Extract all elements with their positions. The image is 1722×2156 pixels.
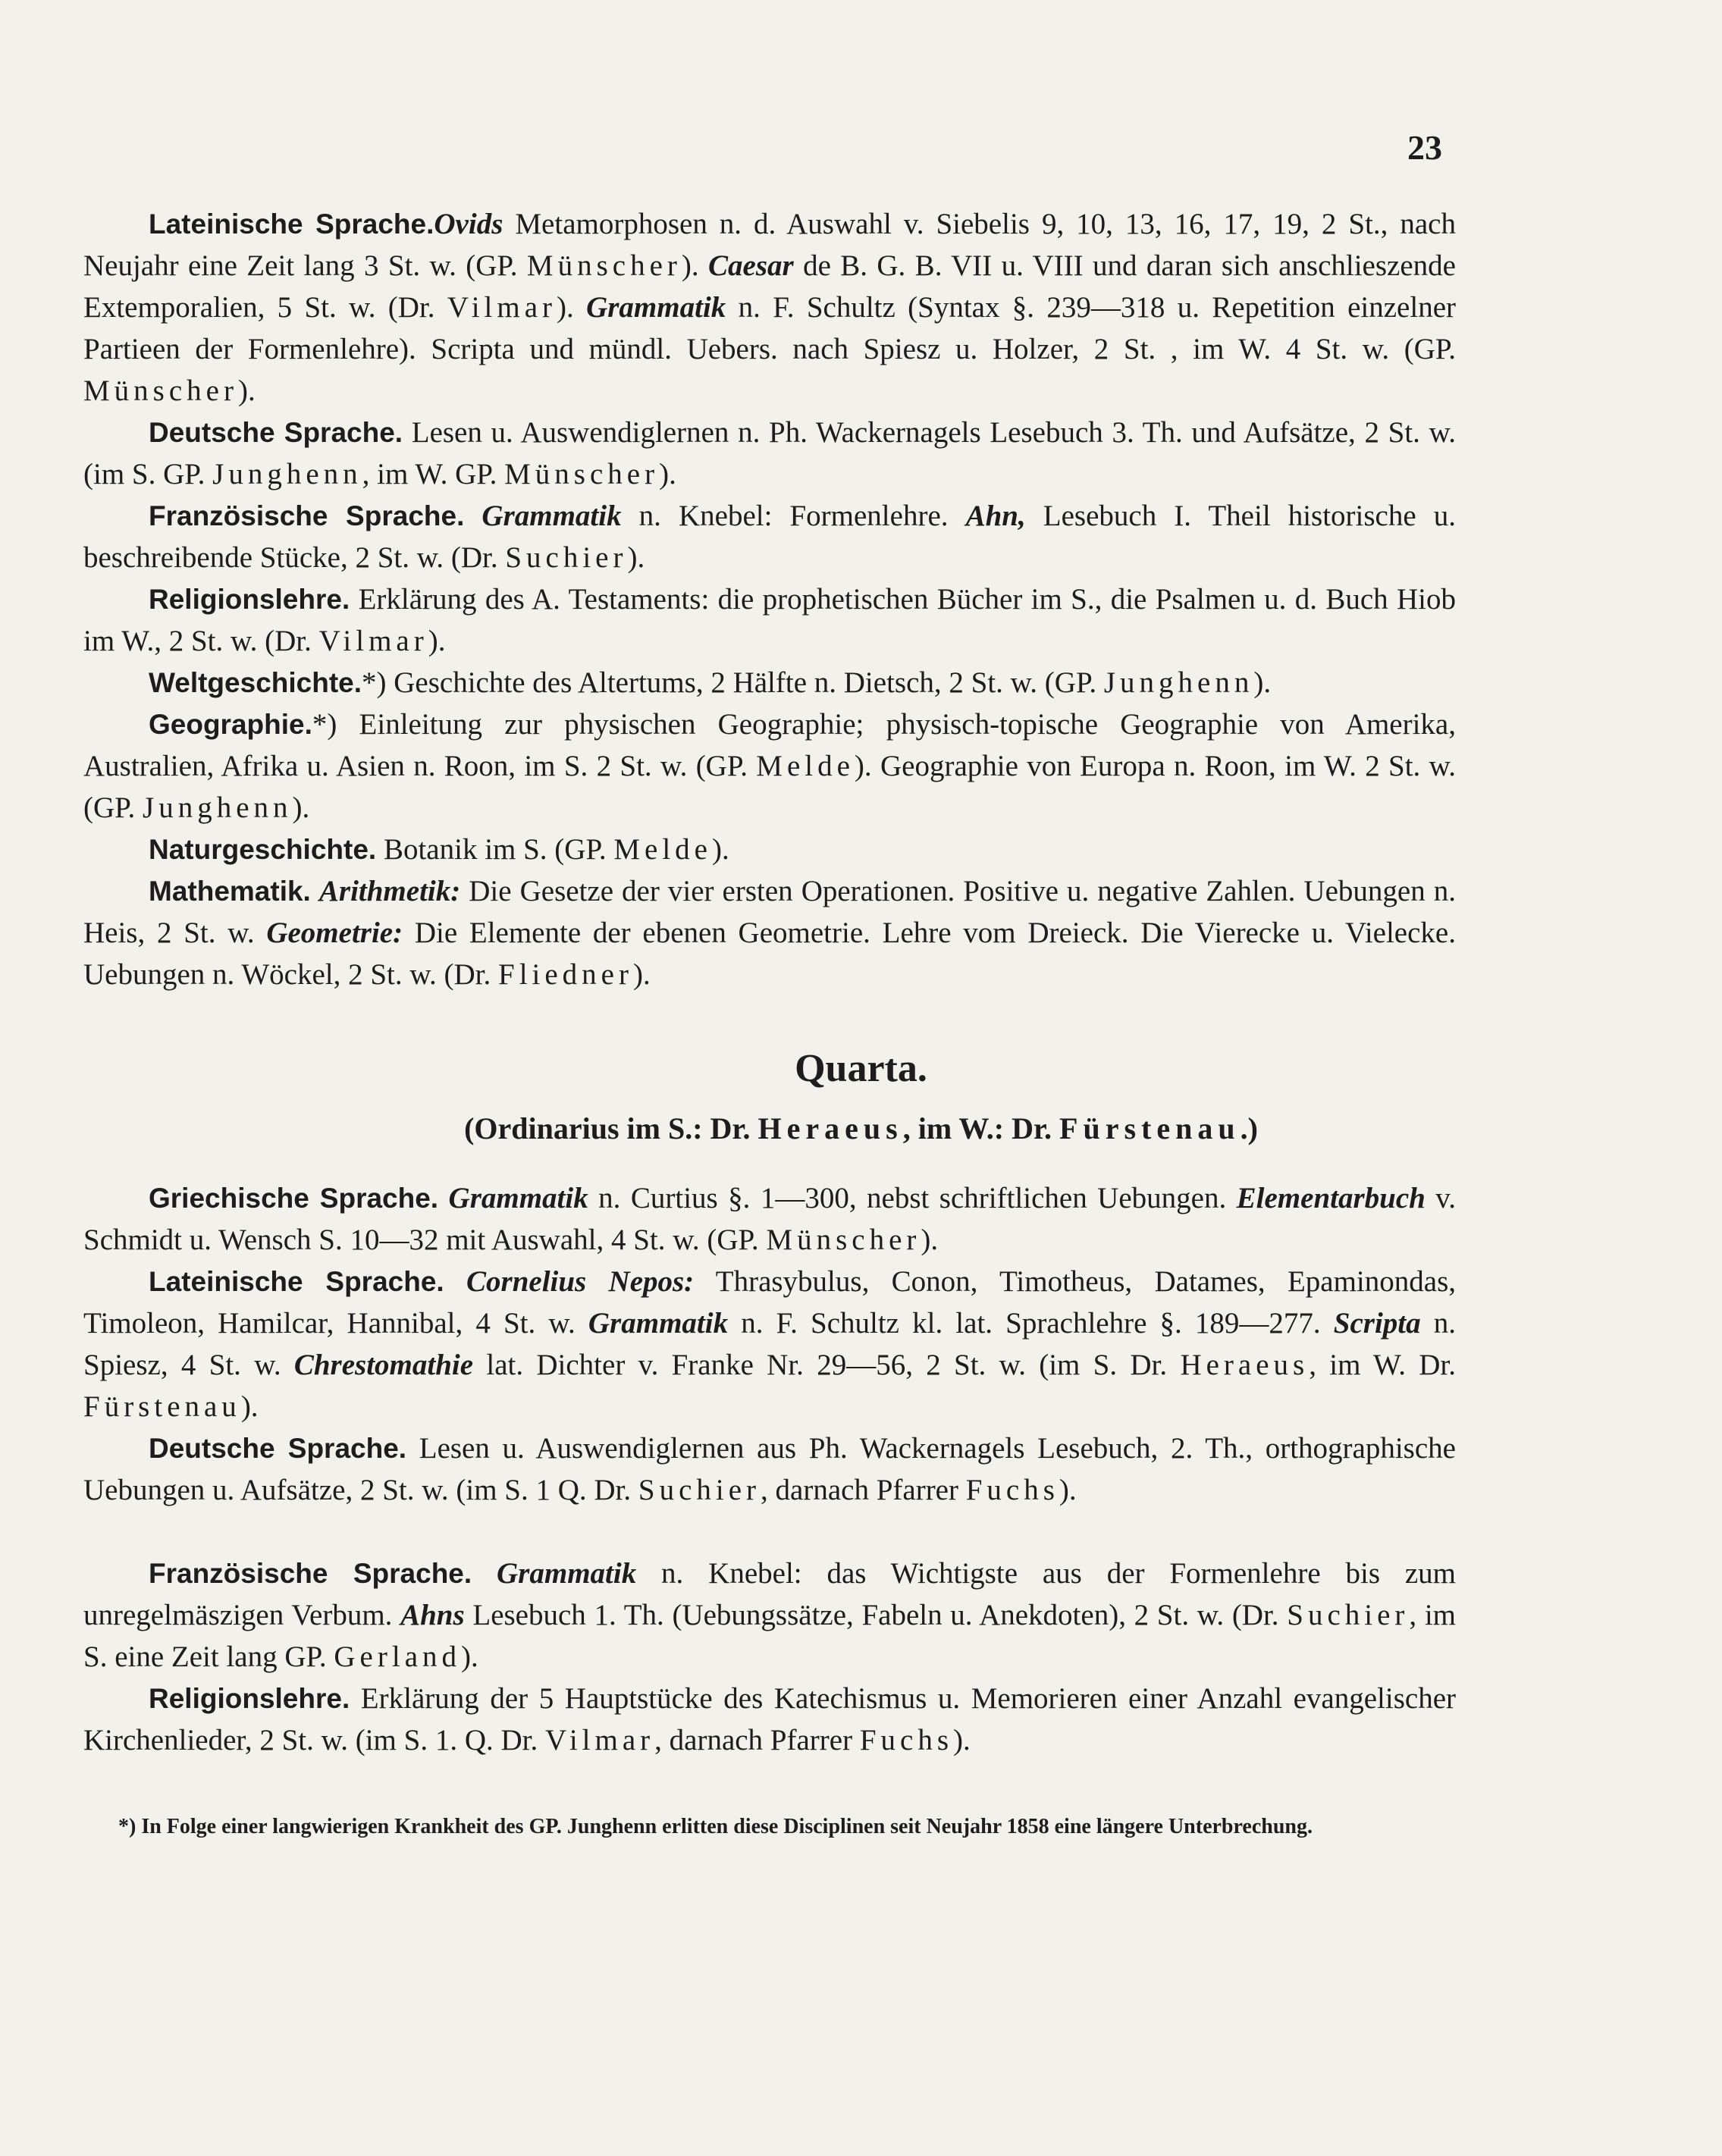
subject-heading: Weltgeschichte. [149,667,362,698]
person-name: Fuchs [859,1724,954,1756]
person-name: Fürstenau [83,1390,241,1423]
text-run: ). [659,458,676,490]
text-run: , im W. Dr. [1309,1349,1456,1381]
italic-term: Scripta [1333,1307,1421,1340]
text-run: *) Geschichte des Altertums, 2 Hälfte n. Dietsch, 2 St. w. (GP. [362,666,1104,699]
paragraph [83,829,1456,870]
subject-heading: Deutsche Sprache. [149,417,403,448]
text-run: Lesen u. Auswendiglernen aus Ph. Wackernagels Lesebuch, 2. Th., orthographische Uebungen u. Aufsätze, 2 St. w. (im S. 1 Q. Dr. [83,1432,1456,1506]
text-run: ). [240,1390,259,1423]
paragraph [83,1678,1456,1761]
text-run [464,500,481,532]
text-run: ). Geographie von Europa n. Roon, im W. 2 St. w. (GP. [83,750,1456,824]
person-name: Junghenn [1103,666,1254,699]
text-run: , im W. GP. [362,458,505,490]
italic-term: Arithmetik: [318,875,461,907]
page-number: 23 [1407,128,1442,167]
subject-heading: Deutsche Sprache. [149,1433,407,1464]
text-run [472,1557,497,1590]
person-name: Münscher [83,374,238,407]
italic-term: Chrestomathie [293,1349,474,1381]
text-run: , darnach Pfarrer [761,1474,966,1506]
text-run: n. F. Schultz kl. lat. Sprachlehre §. 189—277. [728,1307,1334,1340]
text-run: n. Knebel: Formenlehre. [621,500,966,532]
paragraph [83,662,1456,704]
person-name: Suchier [505,541,628,574]
person-name: Münscher [766,1224,921,1256]
paragraph [83,203,1456,412]
person-name: Vilmar [447,291,557,324]
text-run: Lesebuch 1. Th. (Uebungssätze, Fabeln u. Anekdoten), 2 St. w. (Dr. [464,1599,1288,1631]
paragraph [83,578,1456,662]
italic-term: Ovids [434,208,503,240]
person-name: Münscher [526,249,682,282]
text-run: ). [557,291,587,324]
text-run: , im W.: Dr. [902,1111,1060,1145]
text-run: , darnach Pfarrer [654,1724,860,1756]
text-run: ). [627,541,645,574]
italic-term: Ahns [400,1599,465,1631]
text-run: n. Curtius §. 1—300, nebst schriftlichen Uebungen. [588,1182,1237,1214]
text-run: Lesebuch I. Theil historische u. beschreibende Stücke, 2 St. w. (Dr. [83,500,1456,574]
subject-heading: Naturgeschichte. [149,834,377,865]
text-run: Erklärung des A. Testaments: die prophetischen Bücher im S., die Psalmen u. d. Buch Hiob im W., 2 St. w. (Dr. [83,583,1456,657]
text-run: (Ordinarius im S.: Dr. [464,1111,758,1145]
person-name: Gerland [334,1641,461,1673]
text-run: .) [1240,1111,1258,1145]
text-run: ). [237,374,256,407]
section-subtitle [0,1111,1722,1146]
paragraph [83,1177,1456,1261]
text-run [444,1265,466,1298]
text-run: ). [711,833,729,866]
text-run: n. Spiesz, 4 St. w. [83,1307,1456,1381]
text-run: de B. G. B. VII u. VIII und daran sich anschlieszende Extemporalien, 5 St. w. (Dr. [83,249,1456,324]
text-run: Metamorphosen n. d. Auswahl v. Siebelis 9, 10, 13, 16, 17, 19, 2 St., nach Neujahr eine Zeit lang 3 St. w. (GP. [83,208,1456,282]
text-run: *) Einleitung zur physischen Geographie; physisch-topische Geographie von Amerika, Australien, Afrika u. Asien n. Roon, im S. 2 St. w. (GP. [83,708,1456,782]
person-name: Fürstenau [1059,1111,1241,1145]
person-name: Münscher [504,458,660,490]
text-run: ). [428,625,446,657]
person-name: Vilmar [318,625,428,657]
italic-term: Grammatik [497,1557,637,1590]
text-run: n. Knebel: das Wichtigste aus der Formenlehre bis zum unregelmäszigen Verbum. [83,1557,1456,1631]
person-name: Heraeus [1180,1349,1310,1381]
paragraph [83,1427,1456,1511]
subject-heading: Französische Sprache. [149,500,465,531]
text-run: Die Elemente der ebenen Geometrie. Lehre vom Dreieck. Die Vierecke u. Vielecke. Uebungen n. Wöckel, 2 St. w. (Dr. [83,917,1456,991]
text-run: ). [461,1641,478,1673]
italic-term: Grammatik [588,1307,729,1340]
text-run: Thrasybulus, Conon, Timotheus, Datames, Epaminondas, Timoleon, Hamilcar, Hannibal, 4 St. w. [83,1265,1456,1340]
text-run: ). [953,1724,971,1756]
italic-term: Grammatik [586,291,726,324]
subject-heading: Mathematik. [149,876,311,907]
subject-heading: Griechische Sprache. [149,1183,439,1214]
italic-term: Geometrie: [266,917,403,949]
person-name: Fuchs [965,1474,1059,1506]
subject-heading: Religionslehre. [149,584,350,615]
subject-heading: Lateinische Sprache. [149,208,434,240]
text-run: Botanik im S. (GP. [376,833,614,866]
paragraph [83,704,1456,829]
person-name: Melde [613,833,712,866]
text-run: ). [292,791,310,824]
person-name: Fliedner [498,958,633,991]
text-run: ). [681,249,709,282]
text-run [311,875,319,907]
text-run: , im S. eine Zeit lang GP. [83,1599,1456,1673]
person-name: Heraeus [757,1111,903,1145]
subject-heading: Lateinische Sprache. [149,1266,444,1297]
paragraph [83,1553,1456,1678]
text-run [438,1182,448,1214]
person-name: Melde [756,750,855,782]
paragraph [83,412,1456,495]
italic-term: Elementarbuch [1236,1182,1426,1214]
section-title: Quarta. [795,1047,927,1090]
text-run: ). [1253,666,1272,699]
text-run: ). [632,958,651,991]
person-name: Junghenn [143,791,293,824]
italic-term: Grammatik [481,500,622,532]
text-run: ). [1059,1474,1077,1506]
italic-term: Ahn, [965,500,1026,532]
text-run: lat. Dichter v. Franke Nr. 29—56, 2 St. w. (im S. Dr. [473,1349,1181,1381]
paragraph [83,1261,1456,1427]
paragraph [83,495,1456,578]
subject-heading: Französische Sprache. [149,1558,472,1589]
subject-heading: Religionslehre. [149,1683,350,1714]
person-name: Suchier [1287,1599,1410,1631]
person-name: Suchier [638,1474,761,1506]
subject-heading: Geographie. [149,709,312,740]
footnote: *) In Folge einer langwierigen Krankheit des GP. Junghenn erlitten diese Disciplinen seit Neujahr 1858 eine längere Unterbrechung. [118,1815,1313,1838]
text-run: v. Schmidt u. Wensch S. 10—32 mit Auswahl, 4 St. w. (GP. [83,1182,1457,1256]
text-run: n. F. Schultz (Syntax §. 239—318 u. Repetition einzelner Partieen der Formenlehre). Scripta und mündl. Uebers. nach Spiesz u. Holzer, 2 St. , im W. 4 St. w. (GP. [83,291,1456,365]
text-run: Lesen u. Auswendiglernen n. Ph. Wackernagels Lesebuch 3. Th. und Aufsätze, 2 St. w. (im S. GP. [83,416,1456,490]
paragraph [83,870,1456,995]
person-name: Vilmar [545,1724,655,1756]
italic-term: Caesar [708,249,794,282]
person-name: Junghenn [212,458,362,490]
text-run: ). [921,1224,939,1256]
text-run: Erklärung der 5 Hauptstücke des Katechismus u. Memorieren einer Anzahl evangelischer Kirchenlieder, 2 St. w. (im S. 1. Q. Dr. [83,1682,1456,1756]
italic-term: Cornelius Nepos: [466,1265,695,1298]
italic-term: Grammatik [448,1182,588,1214]
text-run: Die Gesetze der vier ersten Operationen. Positive u. negative Zahlen. Uebungen n. Heis, 2 St. w. [83,875,1456,949]
